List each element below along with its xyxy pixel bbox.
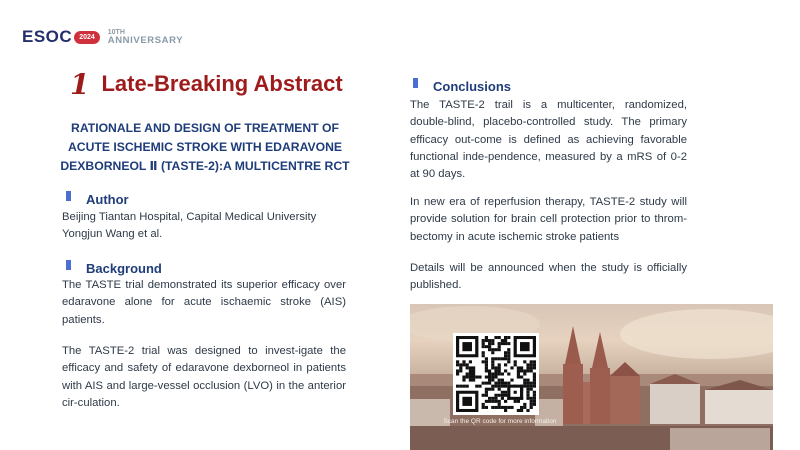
study-title xyxy=(55,119,355,176)
author-affiliation: Beijing Tiantan Hospital, Capital Medical University xyxy=(62,211,317,223)
author-text xyxy=(62,209,362,244)
section-marker-icon xyxy=(66,191,71,201)
study-title-line: ACUTE ISCHEMIC STROKE WITH EDARAVONE xyxy=(68,140,342,154)
conclusions-paragraph-1: The TASTE-2 trail is a multicenter, randomized, double-blind, placebo-controlled study. The primary efficacy out-come is defined as achieving favorable functional inde-pendence, measured by a mRS of 0-2 at 90 days. xyxy=(410,99,687,181)
conclusions-paragraph-2: In new era of reperfusion therapy, TASTE-2 study will provide solution for brain cell protection prior to throm-bectomy in acute ischemic stroke patients xyxy=(410,196,687,243)
esoc-logo xyxy=(22,27,183,47)
section-title: Late-Breaking Abstract xyxy=(101,71,343,96)
conclusions-heading-text: Conclusions xyxy=(433,78,512,94)
conclusions-heading xyxy=(413,77,511,95)
background-paragraph-1: The TASTE trial demonstrated its superior efficacy over edaravone alone for acute ischaemic stroke (AIS) patients. xyxy=(62,279,346,326)
background-paragraph-2: The TASTE-2 trial was designed to invest-igate the efficacy and safety of edaravone dexborneol in patients with AIS and large-vessel occlusion (LVO) in the anterior cir-culation. xyxy=(62,345,346,409)
logo-text: ESOC xyxy=(22,27,73,46)
logo-year-badge: 2024 xyxy=(74,31,100,44)
study-title-line: DEXBORNEOL Ⅱ (TASTE-2):A MULTICENTRE RCT xyxy=(60,159,350,173)
conclusions-paragraph-3: Details will be announced when the study is officially published. xyxy=(410,262,687,292)
anniversary-line2: ANNIVERSARY xyxy=(107,34,184,46)
section-heading xyxy=(70,68,343,100)
qr-code[interactable] xyxy=(453,333,539,415)
anniversary-line1: 10TH xyxy=(107,28,125,36)
author-heading-text: Author xyxy=(86,191,129,207)
qr-code-icon xyxy=(456,336,536,412)
section-marker-icon xyxy=(413,78,418,88)
background-heading xyxy=(66,259,162,277)
section-marker-icon xyxy=(66,260,71,270)
author-heading xyxy=(66,190,129,208)
study-title-line: RATIONALE AND DESIGN OF TREATMENT OF xyxy=(71,121,339,135)
anniversary-label xyxy=(108,29,183,46)
background-heading-text: Background xyxy=(86,260,162,276)
author-names: Yongjun Wang et al. xyxy=(62,228,163,241)
qr-caption: Scan the QR code for more information xyxy=(443,418,557,425)
section-number: 1 xyxy=(70,67,90,101)
